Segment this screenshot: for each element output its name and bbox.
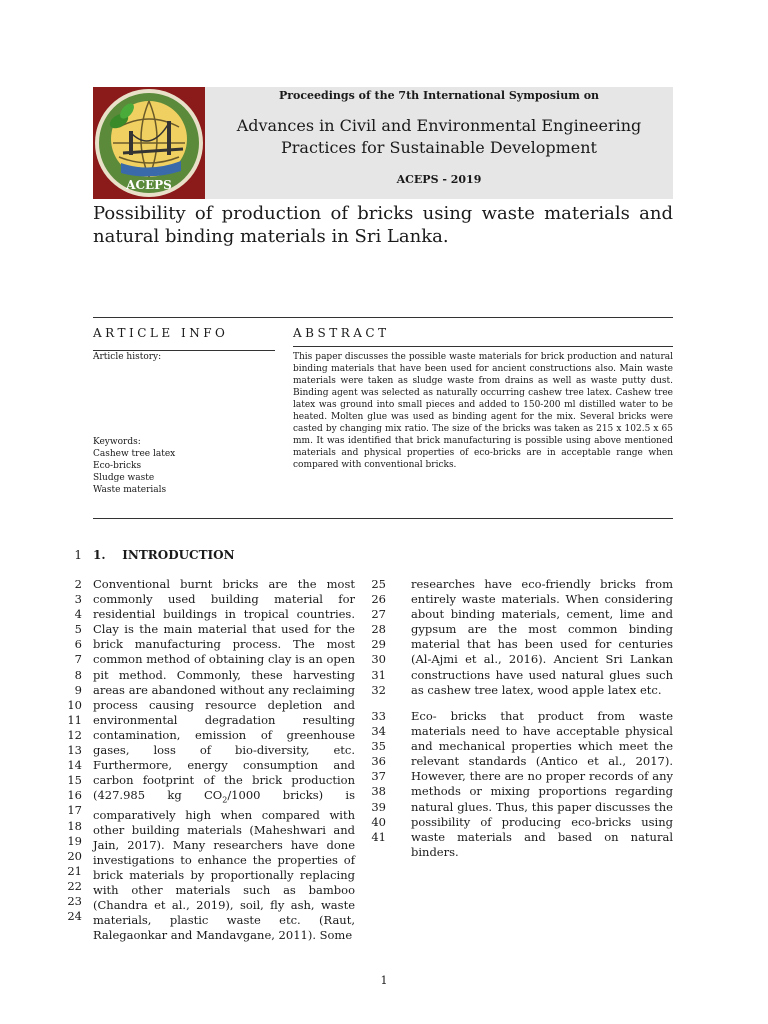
line-number: 3 [74,592,82,607]
line-number: 4 [74,607,82,622]
line-number: 35 [371,739,386,754]
line-number: 37 [371,769,386,784]
keyword-item: Waste materials [93,485,167,495]
section-title: INTRODUCTION [122,548,235,562]
left-line-numbers [62,577,82,924]
line-number: 30 [371,652,386,667]
keywords-block [93,436,175,496]
line-number: 5 [74,622,82,637]
line-number: 12 [67,727,82,742]
line-number: 38 [371,784,386,799]
line-number: 34 [371,724,386,739]
line-number: 16 [67,788,82,803]
proceedings-line: Proceedings of the 7th International Symposium on [278,89,600,102]
line-number: 36 [371,754,386,769]
abstract-heading: ABSTRACT [293,326,390,340]
keyword-item: Eco-bricks [93,461,142,471]
bottom-divider [93,518,673,519]
abstract-divider [293,346,673,347]
intro-text-part: Conventional burnt bricks are the most commonly used building material for residential buildings in tropical countries. Clay is the main material that used for the brick manufacturing process. The most common method of obtaining clay is an open pit method. Commonly, these harvesting areas are abandoned without any reclaiming process causing resource depletion and environmental degradation resulting contamination, emission of greenhouse gases, loss of bio-diversity, etc. Furthermore, energy consumption and carbon footprint of the brick production (427.985 kg CO [93,577,355,803]
line-number: 9 [74,682,82,697]
line-number: 32 [371,682,386,697]
line-number: 17 [67,803,82,818]
line-number: 24 [67,909,82,924]
line-number: 11 [67,712,82,727]
line-number: 26 [371,592,386,607]
line-number: 28 [371,622,386,637]
line-number: 1 [74,548,82,562]
svg-text:ACEPS: ACEPS [126,178,172,192]
line-number: 41 [371,829,386,844]
line-number: 22 [67,878,82,893]
line-number: 23 [67,893,82,908]
line-number: 7 [74,652,82,667]
right-line-numbers-a [366,577,386,698]
line-number: 25 [371,577,386,591]
line-number: 40 [371,814,386,829]
conference-title [205,115,673,159]
keywords-label: Keywords: [93,437,141,447]
globe-bridge-logo-icon [93,87,205,199]
conference-logo [93,87,205,199]
keyword-item: Cashew tree latex [93,449,176,459]
intro-left-column [93,577,355,944]
right-line-numbers-b [366,709,386,845]
conference-title-line1: Advances in Civil and Environmental Engineering [236,116,642,135]
conference-edition: ACEPS - 2019 [396,173,482,186]
keyword-item: Sludge waste [93,473,155,483]
line-number: 8 [74,667,82,682]
article-info-heading: ARTICLE INFO [93,326,229,340]
line-number: 31 [371,667,386,682]
line-number: 13 [67,743,82,758]
intro-right-paragraph-1: researches have eco-friendly bricks from entirely waste materials. When considering about binding materials, cement, lime and gypsum are the most common binding material that has been used for centuries (Al-Ajmi et al., 2016). Ancient Sri Lankan constructions have used natural glues such as cashew tree latex, wood apple latex etc. [411,577,673,697]
line-number: 39 [371,799,386,814]
line-number: 2 [74,577,82,591]
line-number: 15 [67,773,82,788]
page-number: 1 [380,974,388,987]
line-number: 10 [67,697,82,712]
abstract-text: This paper discusses the possible waste materials for brick production and natural binding materials that have been used for ancient constructions also. Main waste materials were taken as sludge waste from drains as well as waste putty dust. Binding agent was selected as naturally occurring cashew tree latex. Cashew tree latex was ground into small pieces and added to 150-200 ml distilled water to be heated. Molten glue was used as binding agent for the mix. Several bricks were casted by changing mix ratio. The size of the bricks was taken as 215 x 102.5 x 65 mm. It was identified that brick manufacturing is possible using above mentioned materials and physical properties of eco-bricks are in acceptable range when compared with conventional bricks. [293,352,673,470]
line-number: 19 [67,833,82,848]
article-history-label: Article history: [93,352,162,362]
line-number: 20 [67,848,82,863]
line-number: 6 [74,637,82,652]
intro-text-part: /1000 bricks) is comparatively high when compared with other building materials (Maheshwari and Jain, 2017). Many researchers have done investigations to enhance the properties of brick materials by proportionally replacing with other materials such as bamboo (Chandra et al., 2019), soil, fly ash, waste materials, plastic waste etc. (Raut, Ralegaonkar and Mandavgane, 2011). Some [93,788,355,943]
line-number: 33 [371,709,386,723]
section-heading [93,548,235,562]
line-number: 27 [371,607,386,622]
conference-title-line2: Practices for Sustainable Development [281,138,597,157]
section-number: 1. [93,548,106,562]
co2-subscript: 2 [222,795,228,805]
intro-right-paragraph-2: Eco- bricks that product from waste materials need to have acceptable physical and mechanical properties which meet the relevant standards (Antico et al., 2017). However, there are no proper records of any methods or mixing proportions regarding natural glues. Thus, this paper discusses the possibility of producing eco-bricks using waste materials and based on natural binders. [411,709,673,859]
line-number: 18 [67,818,82,833]
paper-title: Possibility of production of bricks using waste materials and natural binding materials in Sri Lanka. [93,203,673,247]
line-number: 29 [371,637,386,652]
line-number: 14 [67,758,82,773]
top-divider [93,317,673,318]
line-number: 21 [67,863,82,878]
